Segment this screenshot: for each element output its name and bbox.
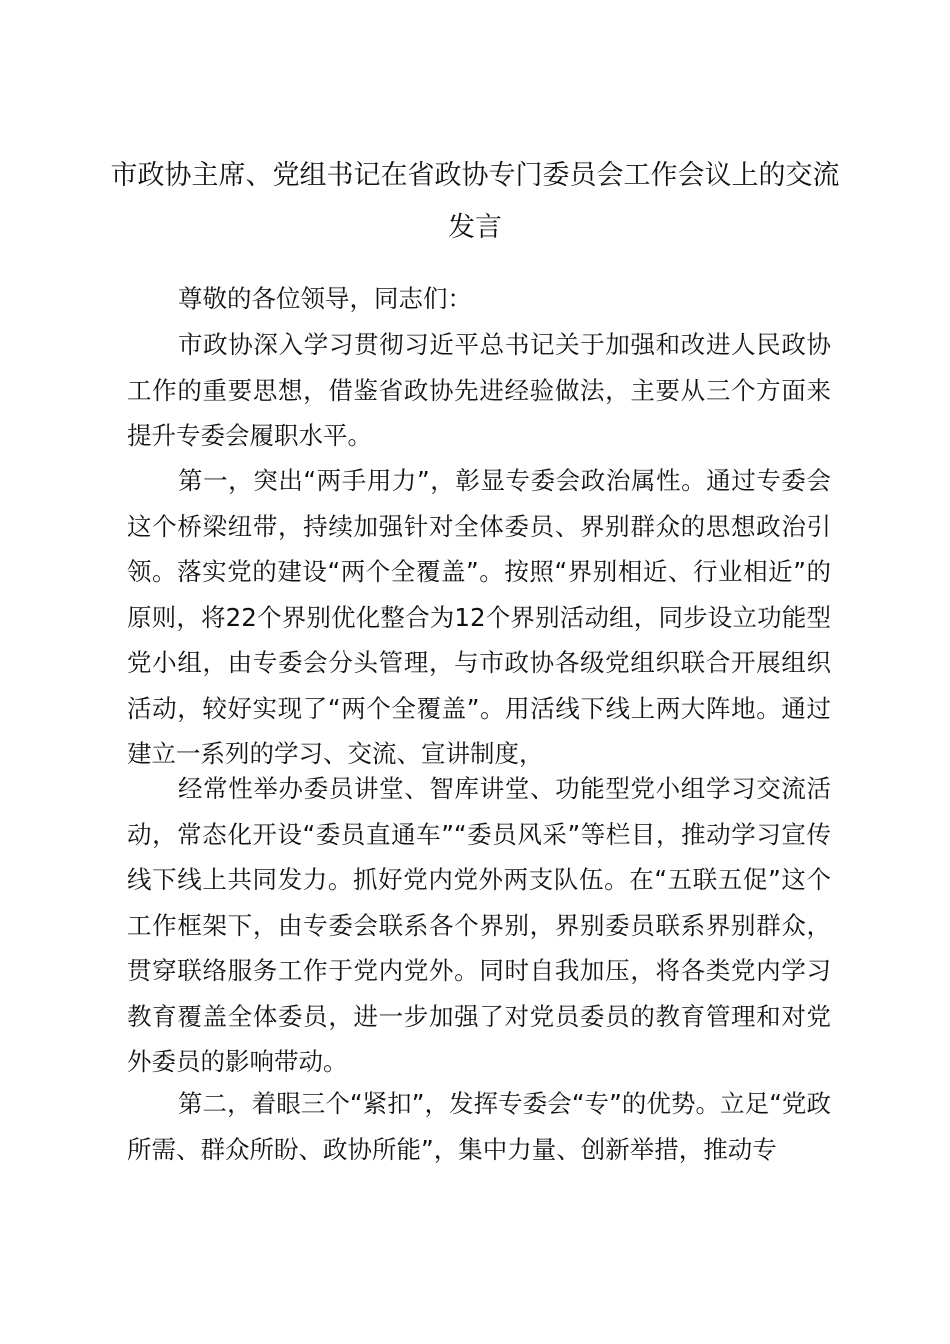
intro-paragraph: 市政协深入学习贯彻习近平总书记关于加强和改进人民政协工作的重要思想，借鉴省政协先进经验做法，主要从三个方面来提升专委会履职水平。	[127, 330, 831, 450]
first-point-continued-paragraph: 经常性举办委员讲堂、智库讲堂、功能型党小组学习交流活动，常态化开设“委员直通车”“委员风采”等栏目，推动学习宣传线下线上共同发力。抓好党内党外两支队伍。在“五联五促”这个工作框架下，由专委会联系各个界别，界别委员联系界别群众，贯穿联络服务工作于党内党外。同时自我加压，将各类党内学习教育覆盖全体委员，进一步加强了对党员委员的教育管理和对党外委员的影响带动。	[127, 774, 831, 1076]
first-point-paragraph: 第一，突出“两手用力”，彰显专委会政治属性。通过专委会这个桥梁纽带，持续加强针对全体委员、界别群众的思想政治引领。落实党的建设“两个全覆盖”。按照“界别相近、行业相近”的原则，将22个界别优化整合为12个界别活动组，同步设立功能型党小组，由专委会分头管理，与市政协各级党组织联合开展组织活动，较好实现了“两个全覆盖”。用活线下线上两大阵地。通过建立一系列的学习、交流、宣讲制度，	[127, 466, 831, 768]
salutation-paragraph: 尊敬的各位领导，同志们：	[178, 284, 472, 313]
document-title: 市政协主席、党组书记在省政协专门委员会工作会议上的交流发言	[110, 160, 840, 243]
second-point-paragraph: 第二，着眼三个“紧扣”，发挥专委会“专”的优势。立足“党政所需、群众所盼、政协所能”，集中力量、创新举措，推动专	[127, 1089, 831, 1164]
